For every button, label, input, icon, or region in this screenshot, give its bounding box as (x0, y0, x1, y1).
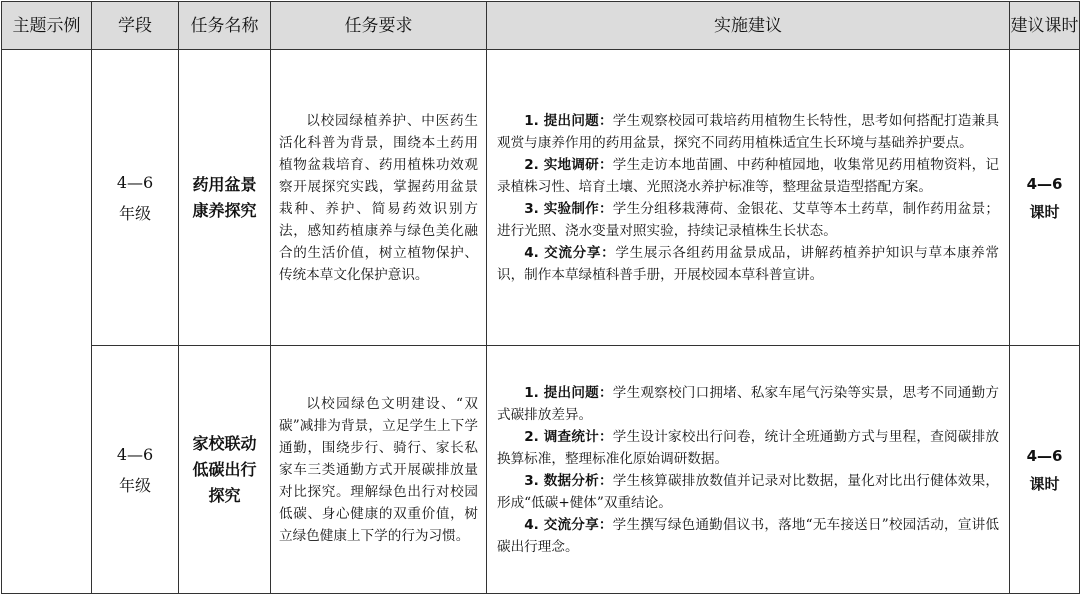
step-text: 学生设计家校出行问卷，统计全班通勤方式与里程，查阅碳排放换算标准，整理标准化原始调研数据。 (497, 428, 1000, 467)
step-item (497, 426, 999, 470)
step-item (497, 470, 999, 514)
step-label: 4. 交流分享： (524, 244, 616, 261)
requirement-text: 以校园绿色文明建设、“双碳”减排为背景，立足学生上下学通勤，围绕步行、骑行、家长私家车三类通勤方式开展碳排放量对比探究。理解绿色出行对校园低碳、身心健康的双重价值，树立绿色健康上下学的行为习惯。 (279, 395, 478, 544)
step-label: 2. 实地调研： (524, 156, 613, 173)
step-text: 学生核算碳排放数值并记录对比数据，量化对比出行健体效果，形成“低碳+健体”双重结论。 (497, 472, 1000, 511)
stage-line1: 4—6 (116, 172, 154, 192)
step-text: 学生分组移栽薄荷、金银花、艾草等本土药草，制作药用盆景；进行光照、浇水变量对照实验，持续记录植株生长状态。 (497, 200, 1000, 239)
step-item (497, 514, 999, 558)
step-item (497, 382, 999, 426)
hours-line1: 4—6 (1026, 174, 1063, 193)
hours-line2: 课时 (1029, 202, 1060, 221)
table-row (2, 50, 1080, 346)
step-item (497, 154, 999, 198)
header-suggestion: 实施建议 (487, 2, 1010, 50)
step-text: 学生观察校园可栽培药用植物生长特性，思考如何搭配打造兼具观赏与康养作用的药用盆景，探究不同药用植株适宜生长环境与基础养护要点。 (497, 112, 1000, 151)
table-row (2, 346, 1080, 594)
header-requirement: 任务要求 (271, 2, 487, 50)
stage-cell (92, 50, 179, 346)
stage-line2: 年级 (118, 475, 151, 495)
stage-cell (92, 346, 179, 594)
header-hours: 建议课时 (1010, 2, 1080, 50)
header-task-name: 任务名称 (179, 2, 271, 50)
theme-cell (2, 50, 92, 594)
requirement-cell (271, 50, 487, 346)
hours-cell (1010, 50, 1080, 346)
step-item (497, 110, 999, 154)
task-table (1, 1, 1080, 594)
header-theme: 主题示例 (2, 2, 92, 50)
stage-line2: 年级 (118, 203, 151, 223)
step-label: 4. 交流分享： (524, 516, 613, 533)
task-name-cell: 药用盆景康养探究 (179, 50, 271, 346)
step-item (497, 198, 999, 242)
step-label: 1. 提出问题： (524, 112, 613, 129)
step-text: 学生撰写绿色通勤倡议书，落地“无车接送日”校园活动，宣讲低碳出行理念。 (497, 516, 999, 555)
step-item (497, 242, 999, 286)
step-label: 3. 实验制作： (524, 200, 613, 217)
requirement-cell (271, 346, 487, 594)
hours-cell (1010, 346, 1080, 594)
stage-line1: 4—6 (116, 444, 154, 464)
step-text: 学生观察校门口拥堵、私家车尾气污染等实景，思考不同通勤方式碳排放差异。 (497, 384, 1000, 423)
step-text: 学生展示各组药用盆景成品，讲解药植养护知识与草本康养常识，制作本草绿植科普手册，开展校园本草科普宣讲。 (497, 244, 1000, 283)
step-text: 学生走访本地苗圃、中药种植园地，收集常见药用植物资料，记录植株习性、培育土壤、光照浇水养护标准等，整理盆景造型搭配方案。 (497, 156, 1000, 195)
suggestion-cell (487, 50, 1010, 346)
task-name-cell: 家校联动低碳出行探究 (179, 346, 271, 594)
requirement-text: 以校园绿植养护、中医药生活化科普为背景，围绕本土药用植物盆栽培育、药用植株功效观察开展探究实践，掌握药用盆景栽种、养护、简易药效识别方法，感知药植康养与绿色美化融合的生活价值，树立植物保护、传统本草文化保护意识。 (279, 112, 478, 283)
suggestion-cell (487, 346, 1010, 594)
step-label: 3. 数据分析： (524, 472, 613, 489)
step-label: 2. 调查统计： (524, 428, 613, 445)
header-stage: 学段 (92, 2, 179, 50)
table-header-row (2, 2, 1080, 50)
hours-line1: 4—6 (1026, 446, 1063, 465)
hours-line2: 课时 (1029, 474, 1060, 493)
step-label: 1. 提出问题： (524, 384, 613, 401)
